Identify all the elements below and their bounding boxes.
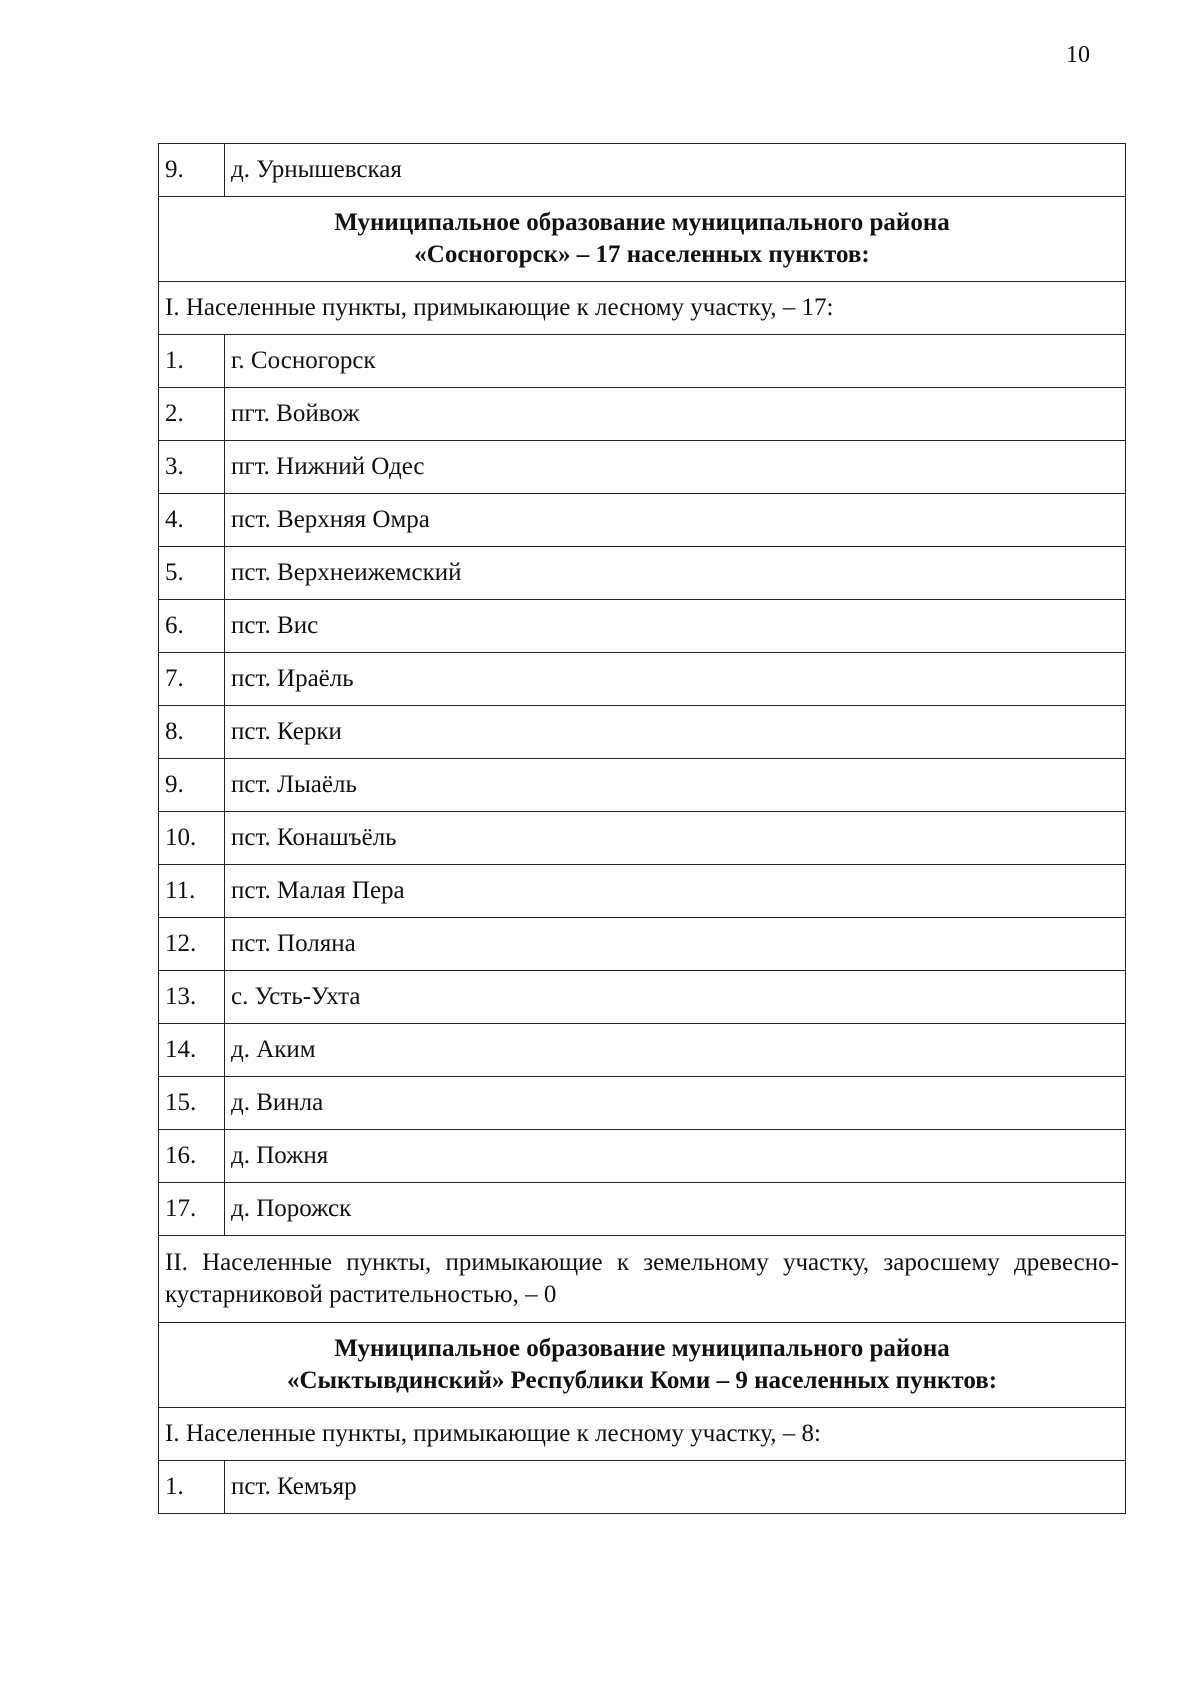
settlement-name: пст. Верхнеижемский [225, 547, 1126, 600]
table-row [159, 812, 1126, 865]
group-heading-line2: «Сосногорск» – 17 населенных пунктов: [414, 241, 870, 268]
row-number: 1. [159, 1461, 225, 1514]
row-number: 9. [159, 144, 225, 197]
group-heading [159, 1323, 1126, 1408]
row-number: 16. [159, 1130, 225, 1183]
category-row [159, 1236, 1126, 1323]
row-number: 4. [159, 494, 225, 547]
row-number: 12. [159, 918, 225, 971]
table-row [159, 865, 1126, 918]
row-number: 2. [159, 388, 225, 441]
group-heading-line1: Муниципальное образование муниципального района [334, 1335, 950, 1362]
category-label: II. Населенные пункты, примыкающие к земельному участку, заросшему древесно-кустарниковой растительностью, – 0 [159, 1236, 1126, 1323]
row-number: 3. [159, 441, 225, 494]
page-number: 10 [1066, 42, 1090, 68]
table-row [159, 1461, 1126, 1514]
group-heading-line1: Муниципальное образование муниципального района [334, 209, 950, 236]
row-number: 13. [159, 971, 225, 1024]
row-number: 8. [159, 706, 225, 759]
settlement-name: пст. Лыаёль [225, 759, 1126, 812]
group-heading-row [159, 197, 1126, 282]
table-row [159, 388, 1126, 441]
settlement-name: г. Сосногорск [225, 335, 1126, 388]
row-number: 11. [159, 865, 225, 918]
settlement-name: д. Порожск [225, 1183, 1126, 1236]
table-row [159, 653, 1126, 706]
table-row [159, 1024, 1126, 1077]
table-row [159, 441, 1126, 494]
table-row [159, 144, 1126, 197]
settlement-name: пст. Малая Пера [225, 865, 1126, 918]
settlement-name: с. Усть-Ухта [225, 971, 1126, 1024]
settlement-name: д. Аким [225, 1024, 1126, 1077]
table-row [159, 1130, 1126, 1183]
settlement-name: д. Винла [225, 1077, 1126, 1130]
row-number: 5. [159, 547, 225, 600]
table-row [159, 335, 1126, 388]
row-number: 6. [159, 600, 225, 653]
table-row [159, 600, 1126, 653]
group-heading [159, 197, 1126, 282]
group-heading-row [159, 1323, 1126, 1408]
table-row [159, 1183, 1126, 1236]
settlement-name: пгт. Нижний Одес [225, 441, 1126, 494]
table-row [159, 918, 1126, 971]
settlement-name: пст. Верхняя Омра [225, 494, 1126, 547]
row-number: 1. [159, 335, 225, 388]
category-label: I. Населенные пункты, примыкающие к лесному участку, – 8: [159, 1408, 1126, 1461]
category-label: I. Населенные пункты, примыкающие к лесному участку, – 17: [159, 282, 1126, 335]
table-row [159, 547, 1126, 600]
table-row [159, 1077, 1126, 1130]
settlements-table [158, 143, 1126, 1514]
row-number: 10. [159, 812, 225, 865]
row-number: 9. [159, 759, 225, 812]
category-row [159, 282, 1126, 335]
table-row [159, 759, 1126, 812]
settlement-name: д. Урнышевская [225, 144, 1126, 197]
row-number: 7. [159, 653, 225, 706]
row-number: 15. [159, 1077, 225, 1130]
settlement-name: пст. Поляна [225, 918, 1126, 971]
category-row [159, 1408, 1126, 1461]
settlement-name: д. Пожня [225, 1130, 1126, 1183]
settlement-name: пгт. Войвож [225, 388, 1126, 441]
settlement-name: пст. Керки [225, 706, 1126, 759]
row-number: 17. [159, 1183, 225, 1236]
group-heading-line2: «Сыктывдинский» Республики Коми – 9 населенных пунктов: [286, 1367, 998, 1394]
settlement-name: пст. Вис [225, 600, 1126, 653]
row-number: 14. [159, 1024, 225, 1077]
table-row [159, 971, 1126, 1024]
settlement-name: пст. Конашъёль [225, 812, 1126, 865]
table-row [159, 494, 1126, 547]
table-row [159, 706, 1126, 759]
settlement-name: пст. Кемъяр [225, 1461, 1126, 1514]
settlement-name: пст. Ираёль [225, 653, 1126, 706]
